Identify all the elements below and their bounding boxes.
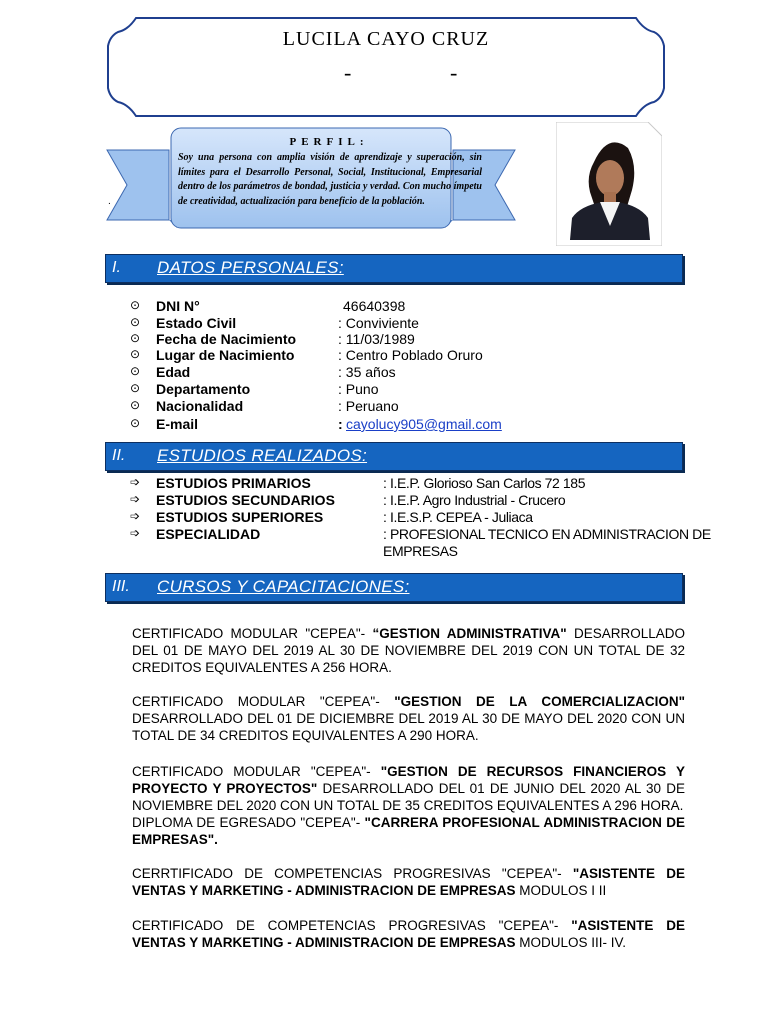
study-label: ESTUDIOS PRIMARIOS	[156, 475, 311, 491]
section-title: CURSOS Y CAPACITACIONES:	[157, 577, 410, 596]
section-number: I.	[112, 259, 121, 276]
section-number: III.	[112, 578, 130, 595]
personal-row	[130, 364, 690, 381]
circle-bullet-icon: ⊙	[130, 347, 141, 361]
field-label: E-mail	[156, 416, 199, 432]
profile-photo	[556, 122, 662, 246]
circle-bullet-icon: ⊙	[130, 381, 141, 395]
study-value: : I.E.P. Agro Industrial - Crucero	[383, 492, 566, 508]
field-value: 46640398	[343, 298, 406, 314]
circle-bullet-icon: ⊙	[130, 416, 141, 430]
candidate-name: LUCILA CAYO CRUZ	[282, 28, 490, 50]
course-paragraph: CERTIFICADO MODULAR "CEPEA"- "GESTION DE LA COMERCIALIZACION" DESARROLLADO DEL 01 DE DICIEMBRE DEL 2019 AL 30 DE MAYO DEL 2020 CON UN TOTAL DE 34 CREDITOS EQUIVALENTES A 290 HORA.	[132, 694, 685, 743]
study-value: : PROFESIONAL TECNICO EN ADMINISTRACION DE EMPRESAS	[383, 526, 711, 559]
profile-title: PERFIL:	[289, 136, 369, 148]
profile-text: Soy una persona con amplia visión de aprendizaje y superación, sin límites para el Desarrollo Personal, Social, Institucional, Empresarial dentro de los parámetros de bondad, justicia y verdad. Con mucho ímpetu de creatividad, actualización para beneficio de la población.	[178, 152, 482, 207]
study-label: ESPECIALIDAD	[156, 526, 261, 542]
section-title: DATOS PERSONALES:	[157, 258, 344, 277]
header-dash: -	[450, 60, 458, 85]
field-colon: :	[338, 416, 343, 432]
course-paragraph: CERRTIFICADO DE COMPETENCIAS PROGRESIVAS "CEPEA"- "ASISTENTE DE VENTAS Y MARKETING - ADMINISTRACION DE EMPRESAS MODULOS I II	[132, 866, 686, 898]
field-label: Nacionalidad	[156, 398, 244, 414]
header-dash: -	[344, 60, 352, 85]
email-link[interactable]: cayolucy905@gmail.com	[346, 416, 502, 432]
section-courses-header	[105, 573, 683, 602]
study-value: : I.E.P. Glorioso San Carlos 72 185	[383, 475, 586, 491]
personal-row	[130, 398, 690, 415]
field-value: : 35 años	[338, 364, 396, 380]
study-value: : I.E.S.P. CEPEA - Juliaca	[383, 509, 533, 525]
field-label: Lugar de Nacimiento	[156, 347, 295, 363]
field-value: : Conviviente	[338, 315, 419, 331]
circle-bullet-icon: ⊙	[130, 364, 141, 378]
arrow-bullet-icon: ➩	[130, 509, 141, 523]
field-label: Estado Civil	[156, 315, 237, 331]
stray-dot: .	[108, 196, 111, 207]
personal-row	[130, 298, 690, 315]
circle-bullet-icon: ⊙	[130, 315, 141, 329]
course-paragraph: CERTIFICADO MODULAR "CEPEA"- "GESTION DE RECURSOS FINANCIEROS Y PROYECTO Y PROYECTOS" DESARROLLADO DEL 01 DE JUNIO DEL 2020 AL 30 DE NOVIEMBRE DEL 2020 CON UN TOTAL DE 35 CREDITOS EQUIVALENTES A 296 HORA. DIPLOMA DE EGRESADO "CEPEA"- "CARRERA PROFESIONAL ADMINISTRACION DE EMPRESAS".	[132, 764, 686, 847]
personal-row	[130, 416, 690, 433]
study-label: ESTUDIOS SUPERIORES	[156, 509, 324, 525]
circle-bullet-icon: ⊙	[130, 398, 141, 412]
section-personal-data-header	[105, 254, 683, 283]
field-label: Departamento	[156, 381, 251, 397]
arrow-bullet-icon: ➩	[130, 526, 141, 540]
personal-row	[130, 381, 690, 398]
section-title: ESTUDIOS REALIZADOS:	[157, 446, 368, 465]
arrow-bullet-icon: ➩	[130, 492, 141, 506]
circle-bullet-icon: ⊙	[130, 298, 141, 312]
field-value: : Centro Poblado Oruro	[338, 347, 483, 363]
arrow-bullet-icon: ➩	[130, 475, 141, 489]
course-paragraph: CERTIFICADO MODULAR "CEPEA"- “GESTION ADMINISTRATIVA" DESARROLLADO DEL 01 DE MAYO DEL 2019 AL 30 DE NOVIEMBRE DEL 2019 CON UN TOTAL DE 32 CREDITOS EQUIVALENTES A 256 HORA.	[132, 626, 685, 675]
course-paragraph: CERTIFICADO DE COMPETENCIAS PROGRESIVAS "CEPEA"- "ASISTENTE DE VENTAS Y MARKETING - ADMINISTRACION DE EMPRESAS MODULOS III- IV.	[132, 918, 686, 950]
personal-row	[130, 331, 690, 348]
field-label: Edad	[156, 364, 191, 380]
field-value: : 11/03/1989	[338, 331, 415, 347]
study-label: ESTUDIOS SECUNDARIOS	[156, 492, 335, 508]
section-number: II.	[112, 447, 126, 464]
circle-bullet-icon: ⊙	[130, 331, 141, 345]
field-value: : Peruano	[338, 398, 399, 414]
section-studies-header	[105, 442, 683, 471]
field-value: : Puno	[338, 381, 379, 397]
field-label: Fecha de Nacimiento	[156, 331, 297, 347]
field-label: DNI N°	[156, 298, 200, 314]
personal-row	[130, 347, 690, 364]
personal-row	[130, 315, 690, 332]
